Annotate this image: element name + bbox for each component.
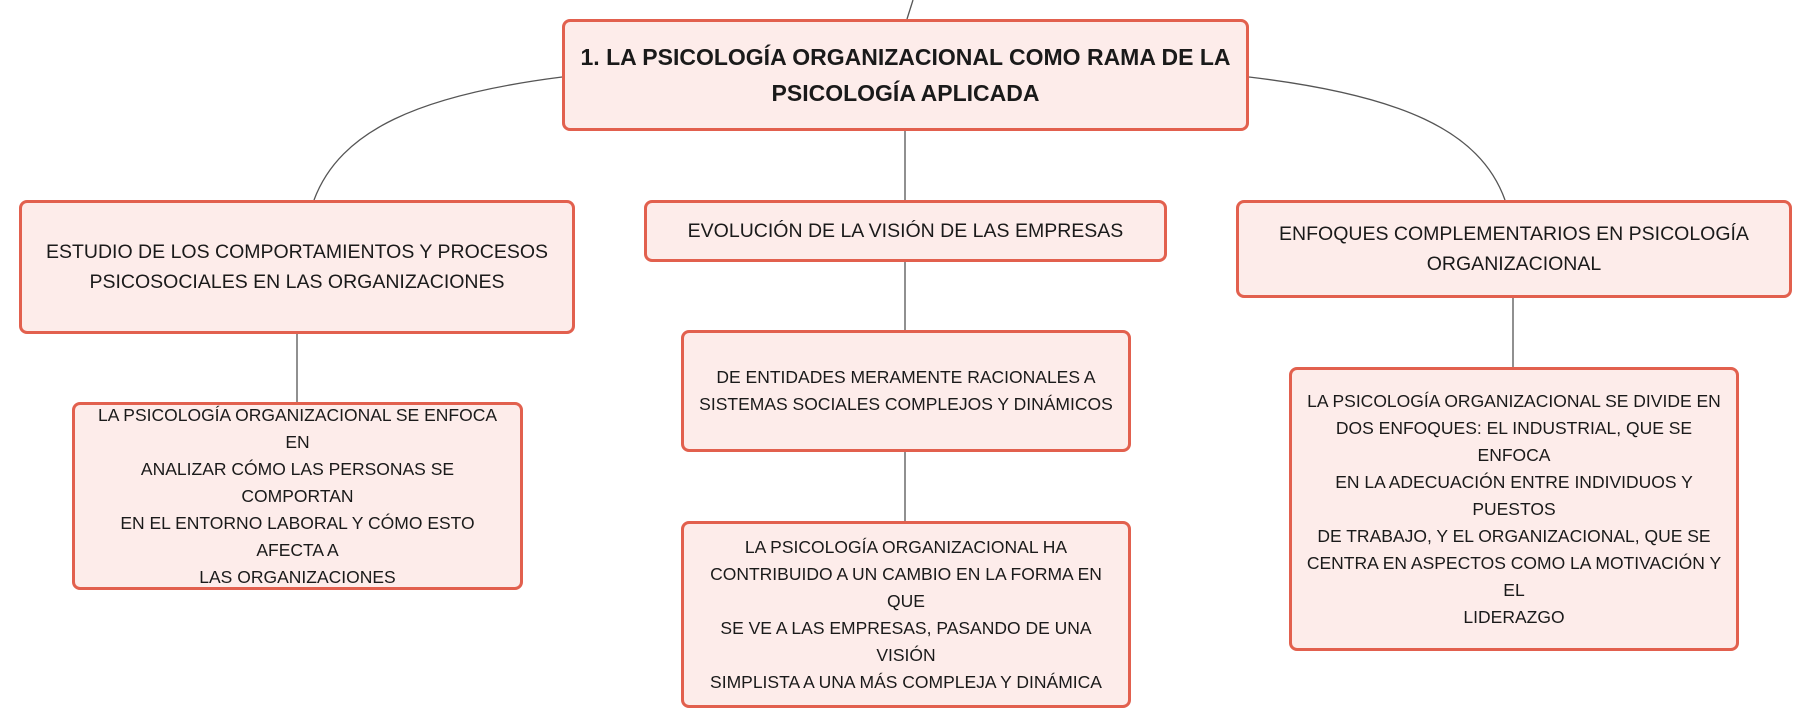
connector-to-parent [907,0,913,19]
subtopic-text [85,402,510,591]
subtopic-enfoque-comportamiento[interactable] [72,402,523,590]
subtopic-line: EN EL ENTORNO LABORAL Y CÓMO ESTO AFECTA A [120,512,475,560]
connector-root-to-right [1249,77,1505,200]
topic-line: ORGANIZACIONAL [1426,253,1602,275]
subtopic-line: DE ENTIDADES MERAMENTE RACIONALES A [716,367,1096,387]
subtopic-text [699,364,1113,418]
subtopic-line: DOS ENFOQUES: EL INDUSTRIAL, QUE SE ENFOCA [1335,417,1693,465]
topic-line: ESTUDIO DE LOS COMPORTAMIENTOS Y PROCESOS [45,241,549,263]
subtopic-line: SE VE A LAS EMPRESAS, PASANDO DE UNA VISIÓN [720,617,1092,665]
connector-root-to-left [314,77,562,200]
topic-text [46,237,548,297]
subtopic-text [694,534,1118,696]
subtopic-line: ANALIZAR CÓMO LAS PERSONAS SE COMPORTAN [140,458,455,506]
subtopic-cambio-vision[interactable] [681,521,1131,708]
subtopic-entidades-racionales[interactable] [681,330,1131,452]
subtopic-line: LA PSICOLOGÍA ORGANIZACIONAL SE DIVIDE EN [1307,390,1721,411]
topic-line: EVOLUCIÓN DE LA VISIÓN DE LAS EMPRESAS [687,220,1124,242]
subtopic-line: SIMPLISTA A UNA MÁS COMPLEJA Y DINÁMICA [710,671,1102,692]
topic-text [1279,219,1749,279]
topic-line: ENFOQUES COMPLEMENTARIOS EN PSICOLOGÍA [1279,223,1749,245]
topic-evolucion-vision[interactable] [644,200,1167,262]
subtopic-line: CONTRIBUIDO A UN CAMBIO EN LA FORMA EN QUE [710,563,1102,611]
subtopic-line: LA PSICOLOGÍA ORGANIZACIONAL SE ENFOCA EN [97,404,498,452]
subtopic-line: DE TRABAJO, Y EL ORGANIZACIONAL, QUE SE [1317,525,1711,546]
root-topic-node[interactable] [562,19,1249,131]
root-topic-line: PSICOLOGÍA APLICADA [771,80,1040,106]
subtopic-line: LA PSICOLOGÍA ORGANIZACIONAL HA [744,536,1068,557]
topic-enfoques-complementarios[interactable] [1236,200,1792,298]
root-topic-text [581,39,1231,111]
subtopic-line: LIDERAZGO [1463,606,1565,627]
subtopic-text [1302,388,1726,631]
subtopic-line: LAS ORGANIZACIONES [199,566,396,587]
subtopic-line: SISTEMAS SOCIALES COMPLEJOS Y DINÁMICOS [699,394,1113,414]
topic-line: PSICOSOCIALES EN LAS ORGANIZACIONES [89,271,505,293]
subtopic-line: CENTRA EN ASPECTOS COMO LA MOTIVACIÓN Y EL [1306,552,1722,600]
topic-text [688,216,1124,246]
root-topic-line: 1. LA PSICOLOGÍA ORGANIZACIONAL COMO RAMA DE LA [580,44,1231,70]
subtopic-line: EN LA ADECUACIÓN ENTRE INDIVIDUOS Y PUESTOS [1335,471,1693,519]
subtopic-dos-enfoques[interactable] [1289,367,1739,651]
topic-estudio-comportamientos[interactable] [19,200,575,334]
